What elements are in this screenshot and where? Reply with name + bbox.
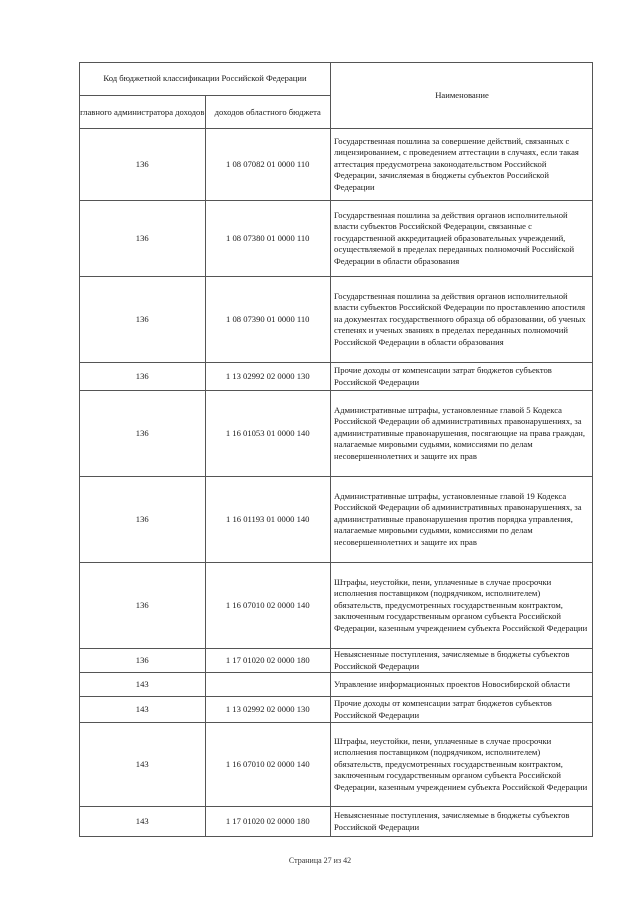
table-row [80, 563, 593, 649]
header-income: доходов областного бюджета [205, 96, 331, 129]
cell-admin-code: 143 [80, 673, 206, 697]
table-header-row [80, 63, 593, 96]
budget-classification-table [79, 62, 593, 837]
table-row [80, 201, 593, 277]
page-footer: Страница 27 из 42 [288, 856, 352, 865]
cell-admin-code: 136 [80, 277, 206, 363]
table-row [80, 477, 593, 563]
table-row [80, 391, 593, 477]
table-row [80, 649, 593, 673]
cell-name: Штрафы, неустойки, пени, уплаченные в случае просрочки исполнения поставщиком (подрядчиком, исполнителем) обязательств, предусмотренных государственным контрактом, заключенным государственным органом субъекта Российской Федерации, казенным учреждением субъекта Российской Федерации [331, 563, 593, 649]
cell-income-code: 1 08 07082 01 0000 110 [205, 129, 331, 201]
cell-income-code: 1 13 02992 02 0000 130 [205, 697, 331, 723]
header-name: Наименование [331, 63, 593, 129]
cell-income-code: 1 08 07390 01 0000 110 [205, 277, 331, 363]
cell-admin-code: 136 [80, 649, 206, 673]
cell-name: Невыясненные поступления, зачисляемые в бюджеты субъектов Российской Федерации [331, 807, 593, 837]
cell-admin-code: 136 [80, 391, 206, 477]
cell-name: Административные штрафы, установленные главой 19 Кодекса Российской Федерации об административных правонарушениях, за административные правонарушения против порядка управления, налагаемые мировыми судьями, комиссиями по делам несовершеннолетних и защите их прав [331, 477, 593, 563]
cell-income-code: 1 17 01020 02 0000 180 [205, 807, 331, 837]
cell-income-code: 1 16 07010 02 0000 140 [205, 563, 331, 649]
cell-name: Административные штрафы, установленные главой 5 Кодекса Российской Федерации об административных правонарушениях, за административные правонарушения, посягающие на права граждан, налагаемые мировыми судьями, комиссиями по делам несовершеннолетних и защите их прав [331, 391, 593, 477]
cell-income-code: 1 17 01020 02 0000 180 [205, 649, 331, 673]
cell-name: Прочие доходы от компенсации затрат бюджетов субъектов Российской Федерации [331, 697, 593, 723]
cell-name: Государственная пошлина за действия органов исполнительной власти субъектов Российской Федерации по проставлению апостиля на документах государственного образца об образовании, об ученых степенях и ученых званиях в пределах переданных полномочий Российской Федерации в области образования [331, 277, 593, 363]
header-bk-code: Код бюджетной классификации Российской Федерации [80, 63, 331, 96]
cell-income-code: 1 16 01193 01 0000 140 [205, 477, 331, 563]
table-body [80, 129, 593, 837]
table-row [80, 697, 593, 723]
header-admin: главного администратора доходов [80, 96, 206, 129]
table-row [80, 807, 593, 837]
cell-income-code: 1 08 07380 01 0000 110 [205, 201, 331, 277]
cell-name: Прочие доходы от компенсации затрат бюджетов субъектов Российской Федерации [331, 363, 593, 391]
table-row [80, 129, 593, 201]
cell-income-code [205, 673, 331, 697]
cell-income-code: 1 16 07010 02 0000 140 [205, 723, 331, 807]
cell-admin-code: 143 [80, 807, 206, 837]
cell-admin-code: 136 [80, 477, 206, 563]
cell-admin-code: 143 [80, 697, 206, 723]
cell-name: Штрафы, неустойки, пени, уплаченные в случае просрочки исполнения поставщиком (подрядчиком, исполнителем) обязательств, предусмотренных государственным контрактом, заключенным государственным органом субъекта Российской Федерации, казенным учреждением субъекта Российской Федерации [331, 723, 593, 807]
table-group-row [80, 673, 593, 697]
cell-income-code: 1 16 01053 01 0000 140 [205, 391, 331, 477]
table-row [80, 277, 593, 363]
cell-name: Управление информационных проектов Новосибирской области [331, 673, 593, 697]
cell-admin-code: 143 [80, 723, 206, 807]
cell-admin-code: 136 [80, 363, 206, 391]
cell-admin-code: 136 [80, 129, 206, 201]
cell-admin-code: 136 [80, 201, 206, 277]
cell-admin-code: 136 [80, 563, 206, 649]
cell-name: Государственная пошлина за действия органов исполнительной власти субъектов Российской Федерации, связанные с государственной аккредитацией образовательных учреждений, осуществляемой в пределах переданных полномочий Российской Федерации в области образования [331, 201, 593, 277]
cell-name: Государственная пошлина за совершение действий, связанных с лицензированием, с проведением аттестации в случаях, если такая аттестация предусмотрена законодательством Российской Федерации, зачисляемая в бюджеты субъектов Российской Федерации [331, 129, 593, 201]
cell-name: Невыясненные поступления, зачисляемые в бюджеты субъектов Российской Федерации [331, 649, 593, 673]
table-row [80, 363, 593, 391]
table-row [80, 723, 593, 807]
cell-income-code: 1 13 02992 02 0000 130 [205, 363, 331, 391]
